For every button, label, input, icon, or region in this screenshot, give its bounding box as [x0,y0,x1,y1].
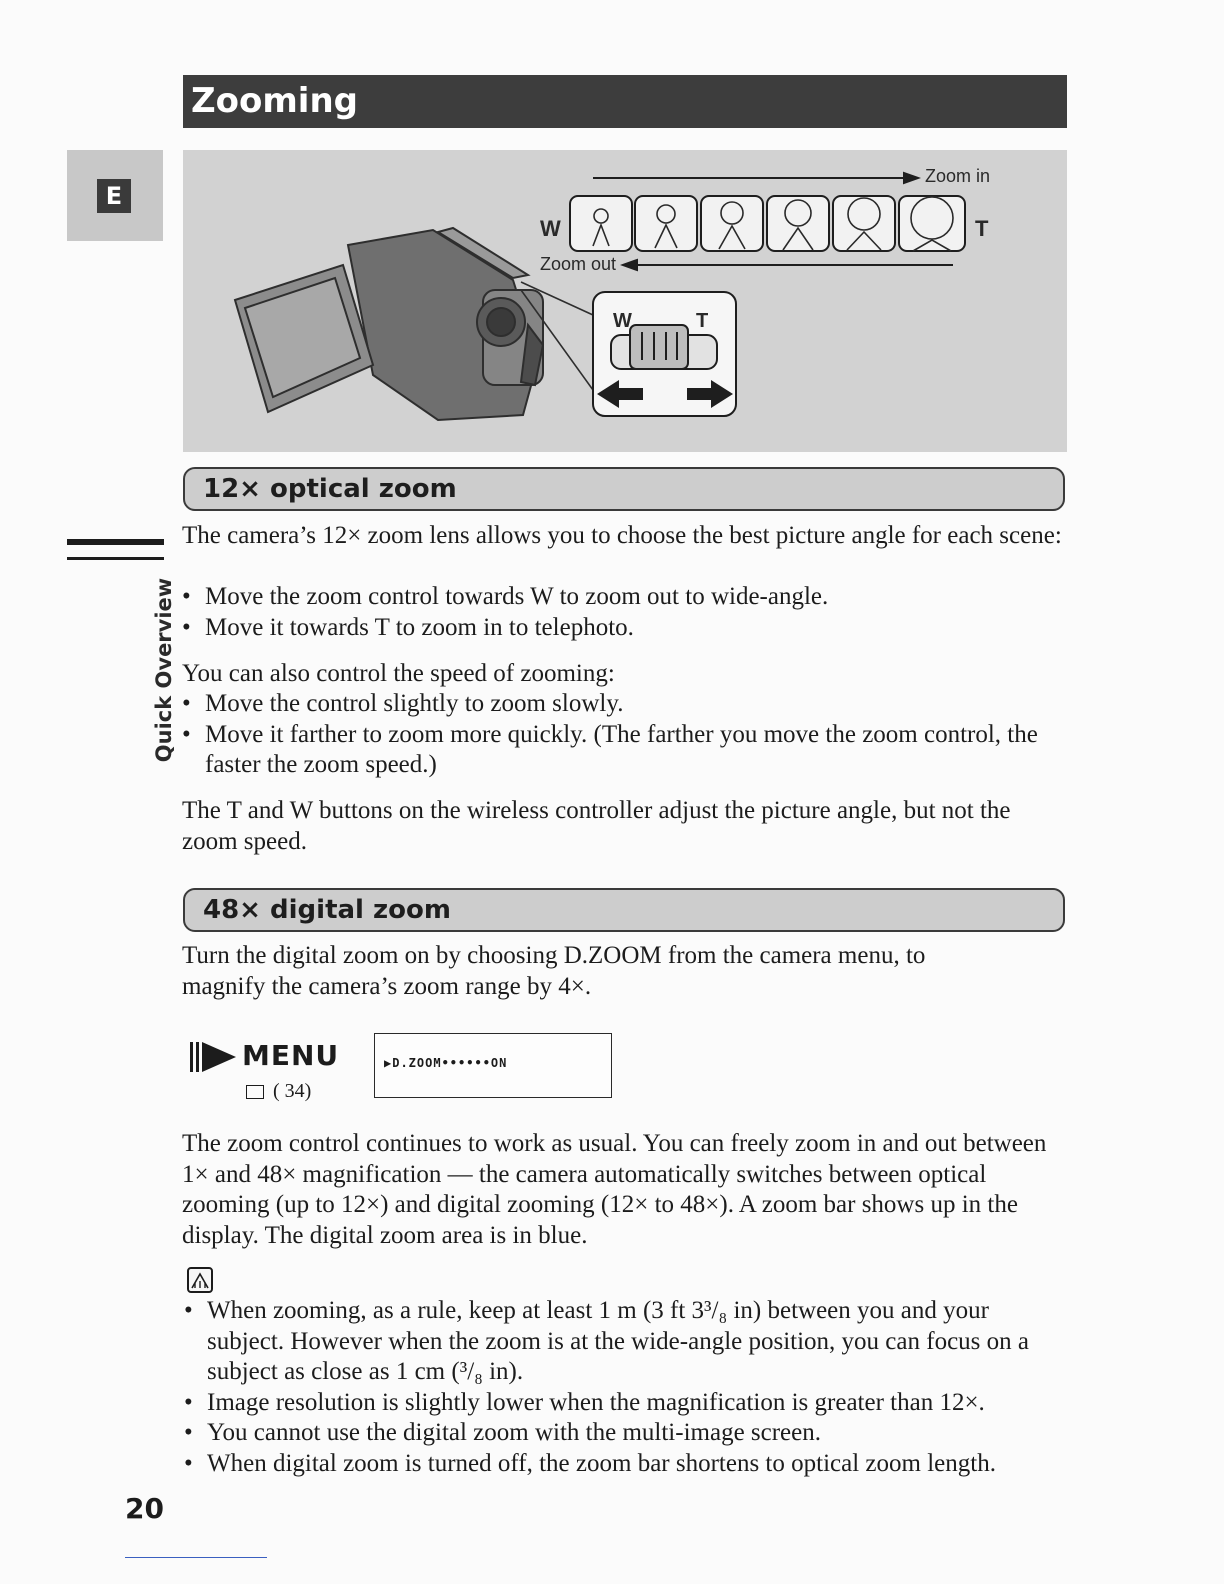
zoom-out-label: Zoom out [540,254,617,274]
language-tab [67,150,163,241]
language-letter: E [97,179,131,213]
optical-zoom-header: 12× optical zoom [183,467,1065,511]
list-item: • You cannot use the digital zoom with the multi-image screen. [184,1418,1064,1449]
zoom-in-label: Zoom in [925,166,991,186]
footer-divider [125,1557,267,1558]
side-section-text: Quick Overview [152,577,176,763]
list-item: • When zooming, as a rule, keep at least 1 m (3 ft 3³/₈ in) between you and your subject. However when the zoom is at the wide-angle position, you can focus on a subject as close as 1 cm (³/₈ in). [184,1296,1064,1388]
speed-intro: You can also control the speed of zooming: [182,660,615,687]
camcorder-drawing [183,150,1067,452]
notes-bullet-list [184,1296,1064,1479]
side-rule-thick [67,539,164,545]
side-section-label [146,577,182,763]
note-icon [186,1266,214,1294]
control-wide-label: W [613,310,632,332]
menu-page-ref [246,1080,311,1103]
list-item: • When digital zoom is turned off, the zoom bar shortens to optical zoom length. [184,1449,1064,1480]
wide-label: W [540,216,561,241]
zoom-illustration [183,150,1067,452]
optical-intro: The camera’s 12× zoom lens allows you to choose the best picture angle for each scene: [182,522,1062,549]
control-telephoto-label: T [696,310,709,332]
controller-note: The T and W buttons on the wireless controller adjust the picture angle, but not the zoom speed. [182,797,1011,855]
page-title: Zooming [183,75,1067,128]
list-item: • Move it farther to zoom more quickly. (The farther you move the zoom control, the faster the zoom speed.) [182,720,1062,781]
optical-bullet-list [182,582,1062,643]
list-item: • Move the zoom control towards W to zoom out to wide-angle. [182,582,1062,613]
menu-screen-display [374,1033,612,1098]
speed-bullet-list [182,689,1062,781]
digital-usage: The zoom control continues to work as usual. You can freely zoom in and out between 1× and 48× magnification — the camera automatically switches between optical zooming (up to 12×) and digital zooming (12× to 48×). A zoom bar shows up in the display. The digital zoom area is in blue. [182,1130,1047,1249]
telephoto-label: T [975,216,989,241]
digital-zoom-header: 48× digital zoom [183,888,1065,932]
list-item: • Image resolution is slightly lower when the magnification is greater than 12×. [184,1388,1064,1419]
menu-arrow-icon [188,1039,240,1075]
side-rule-thin [67,557,164,560]
book-icon [246,1085,264,1099]
list-item: • Move it towards T to zoom in to telephoto. [182,613,1062,644]
digital-intro: Turn the digital zoom on by choosing D.ZOOM from the camera menu, to magnify the camera’s zoom range by 4×. [182,942,926,1000]
page-number: 20 [125,1492,164,1525]
list-item: • Move the control slightly to zoom slowly. [182,689,1062,720]
menu-label: MENU [242,1039,340,1072]
menu-page-ref-text: ( 34) [273,1080,312,1102]
menu-setting-text: ▶D.ZOOM••••••ON [384,1056,508,1070]
